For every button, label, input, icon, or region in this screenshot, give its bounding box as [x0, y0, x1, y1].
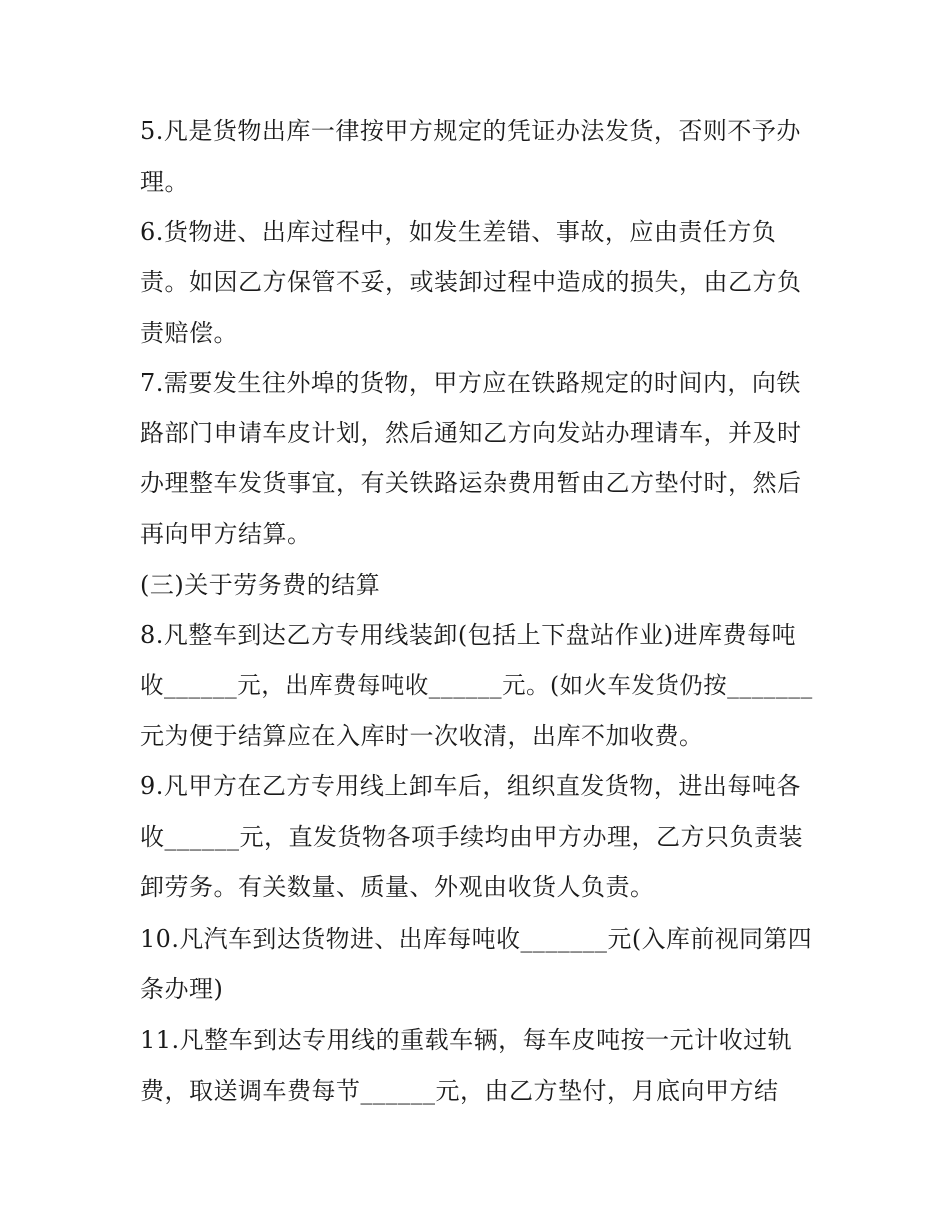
- text-line: 6.货物进、出库过程中，如发生差错、事故，应由责任方负: [140, 218, 777, 246]
- text-line: 条办理): [140, 975, 224, 1003]
- text-line: 10.凡汽车到达货物进、出库每吨收_______元(入库前视同第四: [140, 925, 813, 953]
- text-line: 办理整车发货事宜，有关铁路运杂费用暂由乙方垫付时，然后: [140, 469, 802, 497]
- text-line: 路部门申请车皮计划，然后通知乙方向发站办理请车，并及时: [140, 419, 802, 447]
- section-heading: (三)关于劳务费的结算: [140, 571, 381, 599]
- text-line: 收______元，直发货物各项手续均由甲方办理，乙方只负责装: [140, 823, 803, 851]
- text-line: 元为便于结算应在入库时一次收清，出库不加收费。: [140, 722, 704, 750]
- text-line: 责。如因乙方保管不妥，或装卸过程中造成的损失，由乙方负: [140, 268, 802, 296]
- text-line: 收______元，出库费每吨收______元。(如火车发货仍按_______: [140, 671, 813, 699]
- text-line: 责赔偿。: [140, 319, 238, 347]
- text-line: 11.凡整车到达专用线的重载车辆，每车皮吨按一元计收过轨: [140, 1026, 793, 1054]
- text-line: 理。: [140, 168, 189, 196]
- text-line: 卸劳务。有关数量、质量、外观由收货人负责。: [140, 873, 655, 901]
- text-line: 5.凡是货物出库一律按甲方规定的凭证办法发货，否则不予办: [140, 117, 801, 145]
- text-line: 7.需要发生往外埠的货物，甲方应在铁路规定的时间内，向铁: [140, 369, 801, 397]
- text-line: 再向甲方结算。: [140, 520, 312, 548]
- text-line: 8.凡整车到达乙方专用线装卸(包括上下盘站作业)进库费每吨: [140, 621, 797, 649]
- text-line: 9.凡甲方在乙方专用线上卸车后，组织直发货物，进出每吨各: [140, 772, 801, 800]
- text-line: 费，取送调车费每节______元，由乙方垫付，月底向甲方结: [140, 1077, 779, 1105]
